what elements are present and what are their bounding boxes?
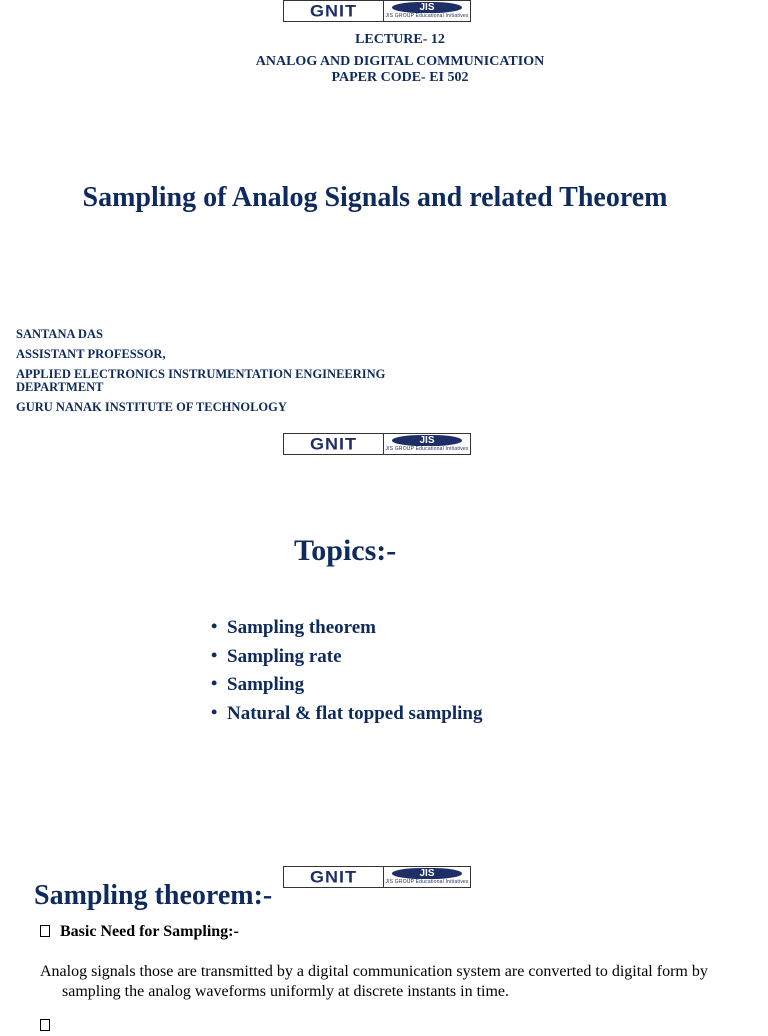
institution-logo (283, 866, 471, 888)
institution-logo (283, 433, 471, 455)
list-item: • Sampling theorem (211, 614, 482, 643)
jis-logo: JIS JIS GROUP Educational Initiatives (385, 868, 469, 885)
list-item: • Natural & flat topped sampling (211, 700, 482, 729)
gnit-logo: GNIT (284, 434, 384, 454)
author-department: APPLIED ELECTRONICS INSTRUMENTATION ENGINEERING DEPARTMENT (16, 367, 386, 394)
body-paragraph: Analog signals those are transmitted by a digital communication system are converted to digital form by sampling the analog waveforms uniformly at discrete instants in time. (40, 963, 708, 1000)
topics-title: Topics:- (294, 534, 397, 567)
slide-title: Sampling of Analog Signals and related Theorem (82, 182, 668, 213)
next-bullet (40, 1018, 60, 1036)
list-item: • Sampling (211, 671, 482, 700)
list-item: • Sampling rate (211, 643, 482, 672)
gnit-logo: GNIT (284, 1, 384, 21)
checkbox-bullet-icon (40, 925, 50, 937)
lecture-number: LECTURE- 12 (355, 32, 445, 47)
topics-list (211, 614, 482, 728)
institution-logo (283, 0, 471, 22)
jis-logo: JIS JIS GROUP Educational Initiatives (385, 2, 469, 19)
author-role: ASSISTANT PROFESSOR, (16, 347, 166, 361)
checkbox-bullet-icon (40, 1019, 50, 1031)
gnit-logo: GNIT (284, 867, 384, 887)
author-name: SANTANA DAS (16, 327, 103, 341)
author-institute: GURU NANAK INSTITUTE OF TECHNOLOGY (16, 400, 287, 414)
course-name: ANALOG AND DIGITAL COMMUNICATION (255, 54, 545, 69)
section-title: Sampling theorem:- (34, 880, 273, 911)
paper-code: PAPER CODE- EI 502 (331, 70, 469, 85)
jis-logo: JIS JIS GROUP Educational Initiatives (385, 435, 469, 452)
need-heading: Basic Need for Sampling:- (40, 923, 239, 941)
